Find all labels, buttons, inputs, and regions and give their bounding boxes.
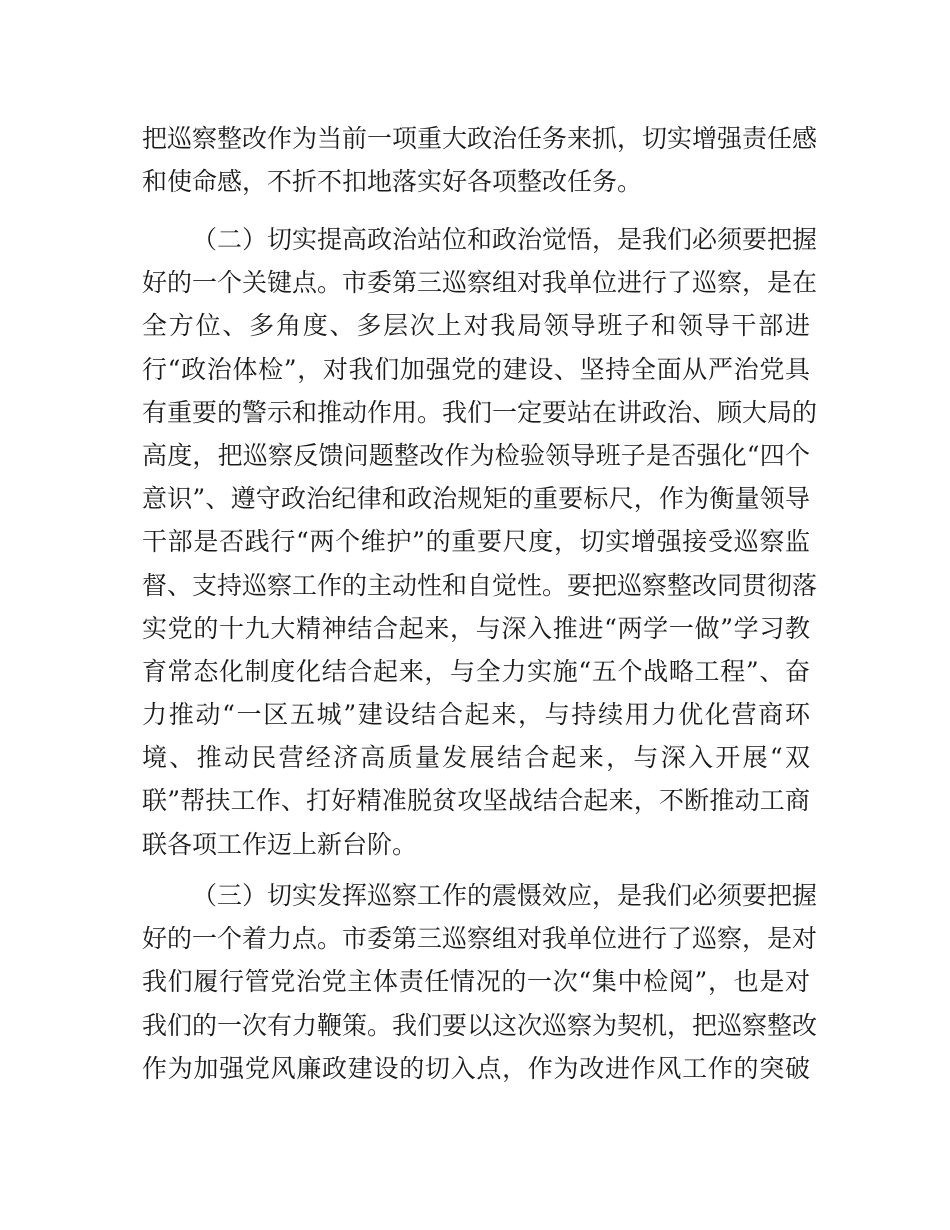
text-line: 干部是否践行“两个维护”的重要尺度，切实增强接受巡察监 [142,527,810,557]
text-line: 有重要的警示和推动作用。我们一定要站在讲政治、顾大局的 [142,397,818,427]
text-line: 意识”、遵守政治纪律和政治规矩的重要标尺，作为衡量领导 [142,484,810,514]
text-line: 行“政治体检”，对我们加强党的建设、坚持全面从严治党具 [142,354,810,384]
text-line: 境、推动民营经济高质量发展结合起来，与深入开展“双 [142,743,810,773]
text-line: 育常态化制度化结合起来，与全力实施“五个战略工程”、奋 [142,656,810,686]
paragraph-3 [142,874,818,1090]
text-line: 督、支持巡察工作的主动性和自觉性。要把巡察整改同贯彻落 [142,570,818,600]
text-line: 力推动“一区五城”建设结合起来，与持续用力优化营商环 [142,700,810,730]
text-line: 联”帮扶工作、打好精准脱贫攻坚战结合起来，不断推动工商 [142,786,810,816]
text-line: 联各项工作迈上新台阶。 [142,829,418,859]
text-line: 我们的一次有力鞭策。我们要以这次巡察为契机，把巡察整改 [142,1010,818,1040]
text-line: 好的一个关键点。市委第三巡察组对我单位进行了巡察，是在 [142,268,818,298]
text-line: （二）切实提高政治站位和政治觉悟，是我们必须要把握 [192,225,818,254]
text-line: 全方位、多角度、多层次上对我局领导班子和领导干部进 [142,311,810,341]
text-line: 和使命感，不折不扣地落实好各项整改任务。 [142,167,643,197]
paragraph-1 [142,117,818,203]
text-line: 我们履行管党治党主体责任情况的一次“集中检阅”，也是对 [142,967,810,997]
text-line: 高度，把巡察反馈问题整改作为检验领导班子是否强化“四个 [142,440,810,470]
text-line: 实党的十九大精神结合起来，与深入推进“两学一做”学习教 [142,613,810,643]
text-line: 好的一个着力点。市委第三巡察组对我单位进行了巡察，是对 [142,924,818,954]
paragraph-2 [142,218,818,866]
text-line: （三）切实发挥巡察工作的震慑效应，是我们必须要把握 [192,881,818,910]
text-line: 作为加强党风廉政建设的切入点，作为改进作风工作的突破 [142,1053,810,1083]
text-line: 把巡察整改作为当前一项重大政治任务来抓，切实增强责任感 [142,124,818,153]
